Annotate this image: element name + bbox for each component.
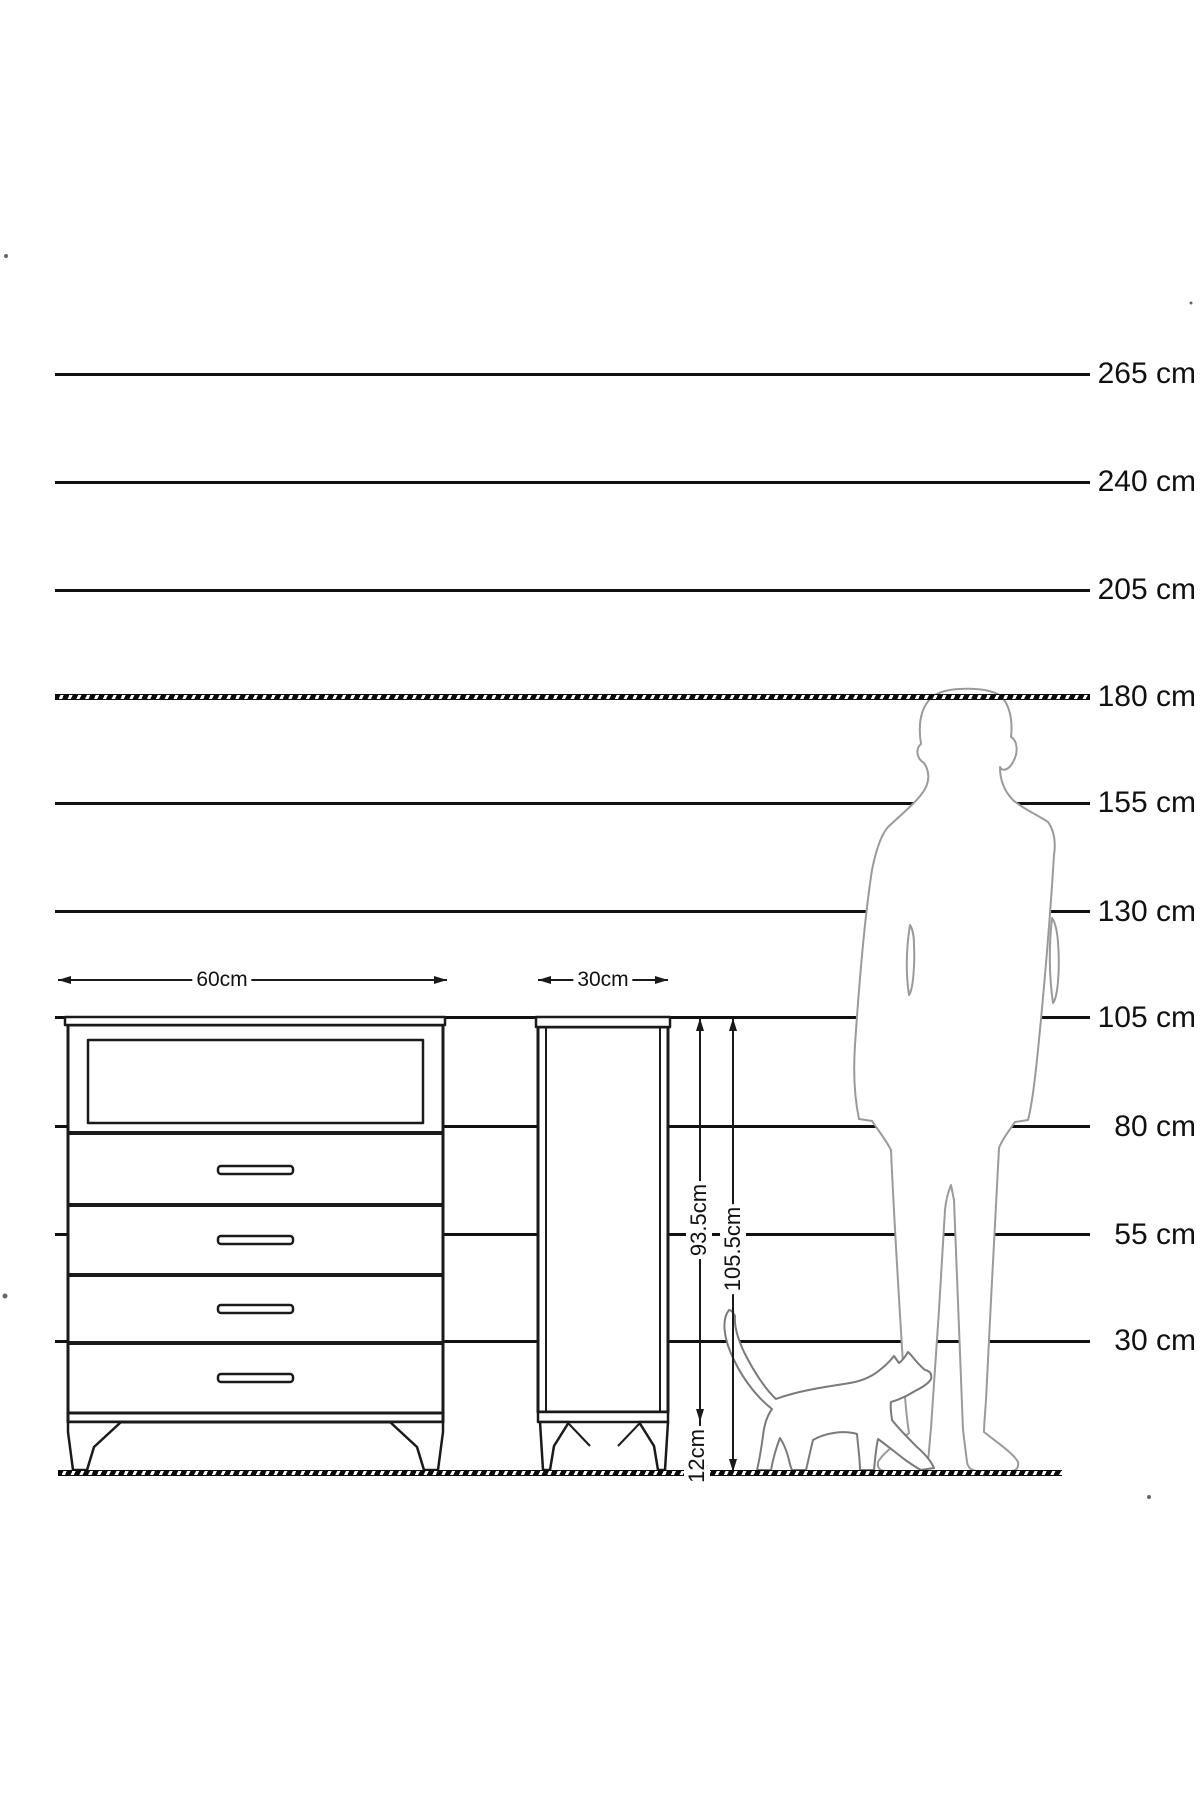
arm-gap-right xyxy=(1050,918,1059,1003)
leg-height-dimension xyxy=(696,1422,704,1472)
dresser-right-leg xyxy=(390,1422,443,1470)
cabinet-bottom-board xyxy=(538,1412,668,1422)
scale-label-205: 205 cm xyxy=(1097,573,1196,606)
scale-label-130: 130 cm xyxy=(1097,895,1196,928)
dresser xyxy=(65,1017,445,1470)
cabinet-body-height-dimension xyxy=(696,1018,704,1422)
cabinet-width-label: 30cm xyxy=(573,968,632,992)
cabinet-body-height-label: 93.5cm xyxy=(686,1181,712,1259)
cabinet-total-height-dimension xyxy=(729,1018,737,1472)
scale-label-55: 55 cm xyxy=(1114,1218,1196,1251)
dresser-top-board xyxy=(65,1017,445,1025)
scale-label-80: 80 cm xyxy=(1114,1110,1196,1143)
scale-label-105: 105 cm xyxy=(1097,1001,1196,1034)
drawer-handle xyxy=(218,1305,293,1313)
scale-label-155: 155 cm xyxy=(1097,786,1196,819)
drawer-handle xyxy=(218,1374,293,1382)
scale-label-240: 240 cm xyxy=(1097,465,1196,498)
leg-height-label: 12cm xyxy=(684,1426,710,1486)
cabinet-total-height-label: 105.5cm xyxy=(720,1204,746,1294)
scale-label-180: 180 cm xyxy=(1097,680,1196,713)
scale-label-30: 30 cm xyxy=(1114,1324,1196,1357)
drawer-handle xyxy=(218,1236,293,1244)
cabinet-right-leg xyxy=(639,1422,668,1470)
scale-line-180-hatched xyxy=(55,694,1090,700)
cabinet-width-dimension xyxy=(538,976,668,984)
cabinet xyxy=(536,1017,670,1470)
scale-label-265: 265 cm xyxy=(1097,357,1196,390)
cabinet-top-board xyxy=(536,1017,670,1027)
drawer-handle xyxy=(218,1166,293,1174)
ground-line xyxy=(58,1470,1062,1476)
dresser-width-label: 60cm xyxy=(192,968,251,992)
cabinet-left-leg xyxy=(540,1422,569,1470)
dresser-width-dimension xyxy=(58,976,447,984)
man-silhouette xyxy=(854,689,1059,1471)
dresser-left-leg xyxy=(68,1422,121,1470)
